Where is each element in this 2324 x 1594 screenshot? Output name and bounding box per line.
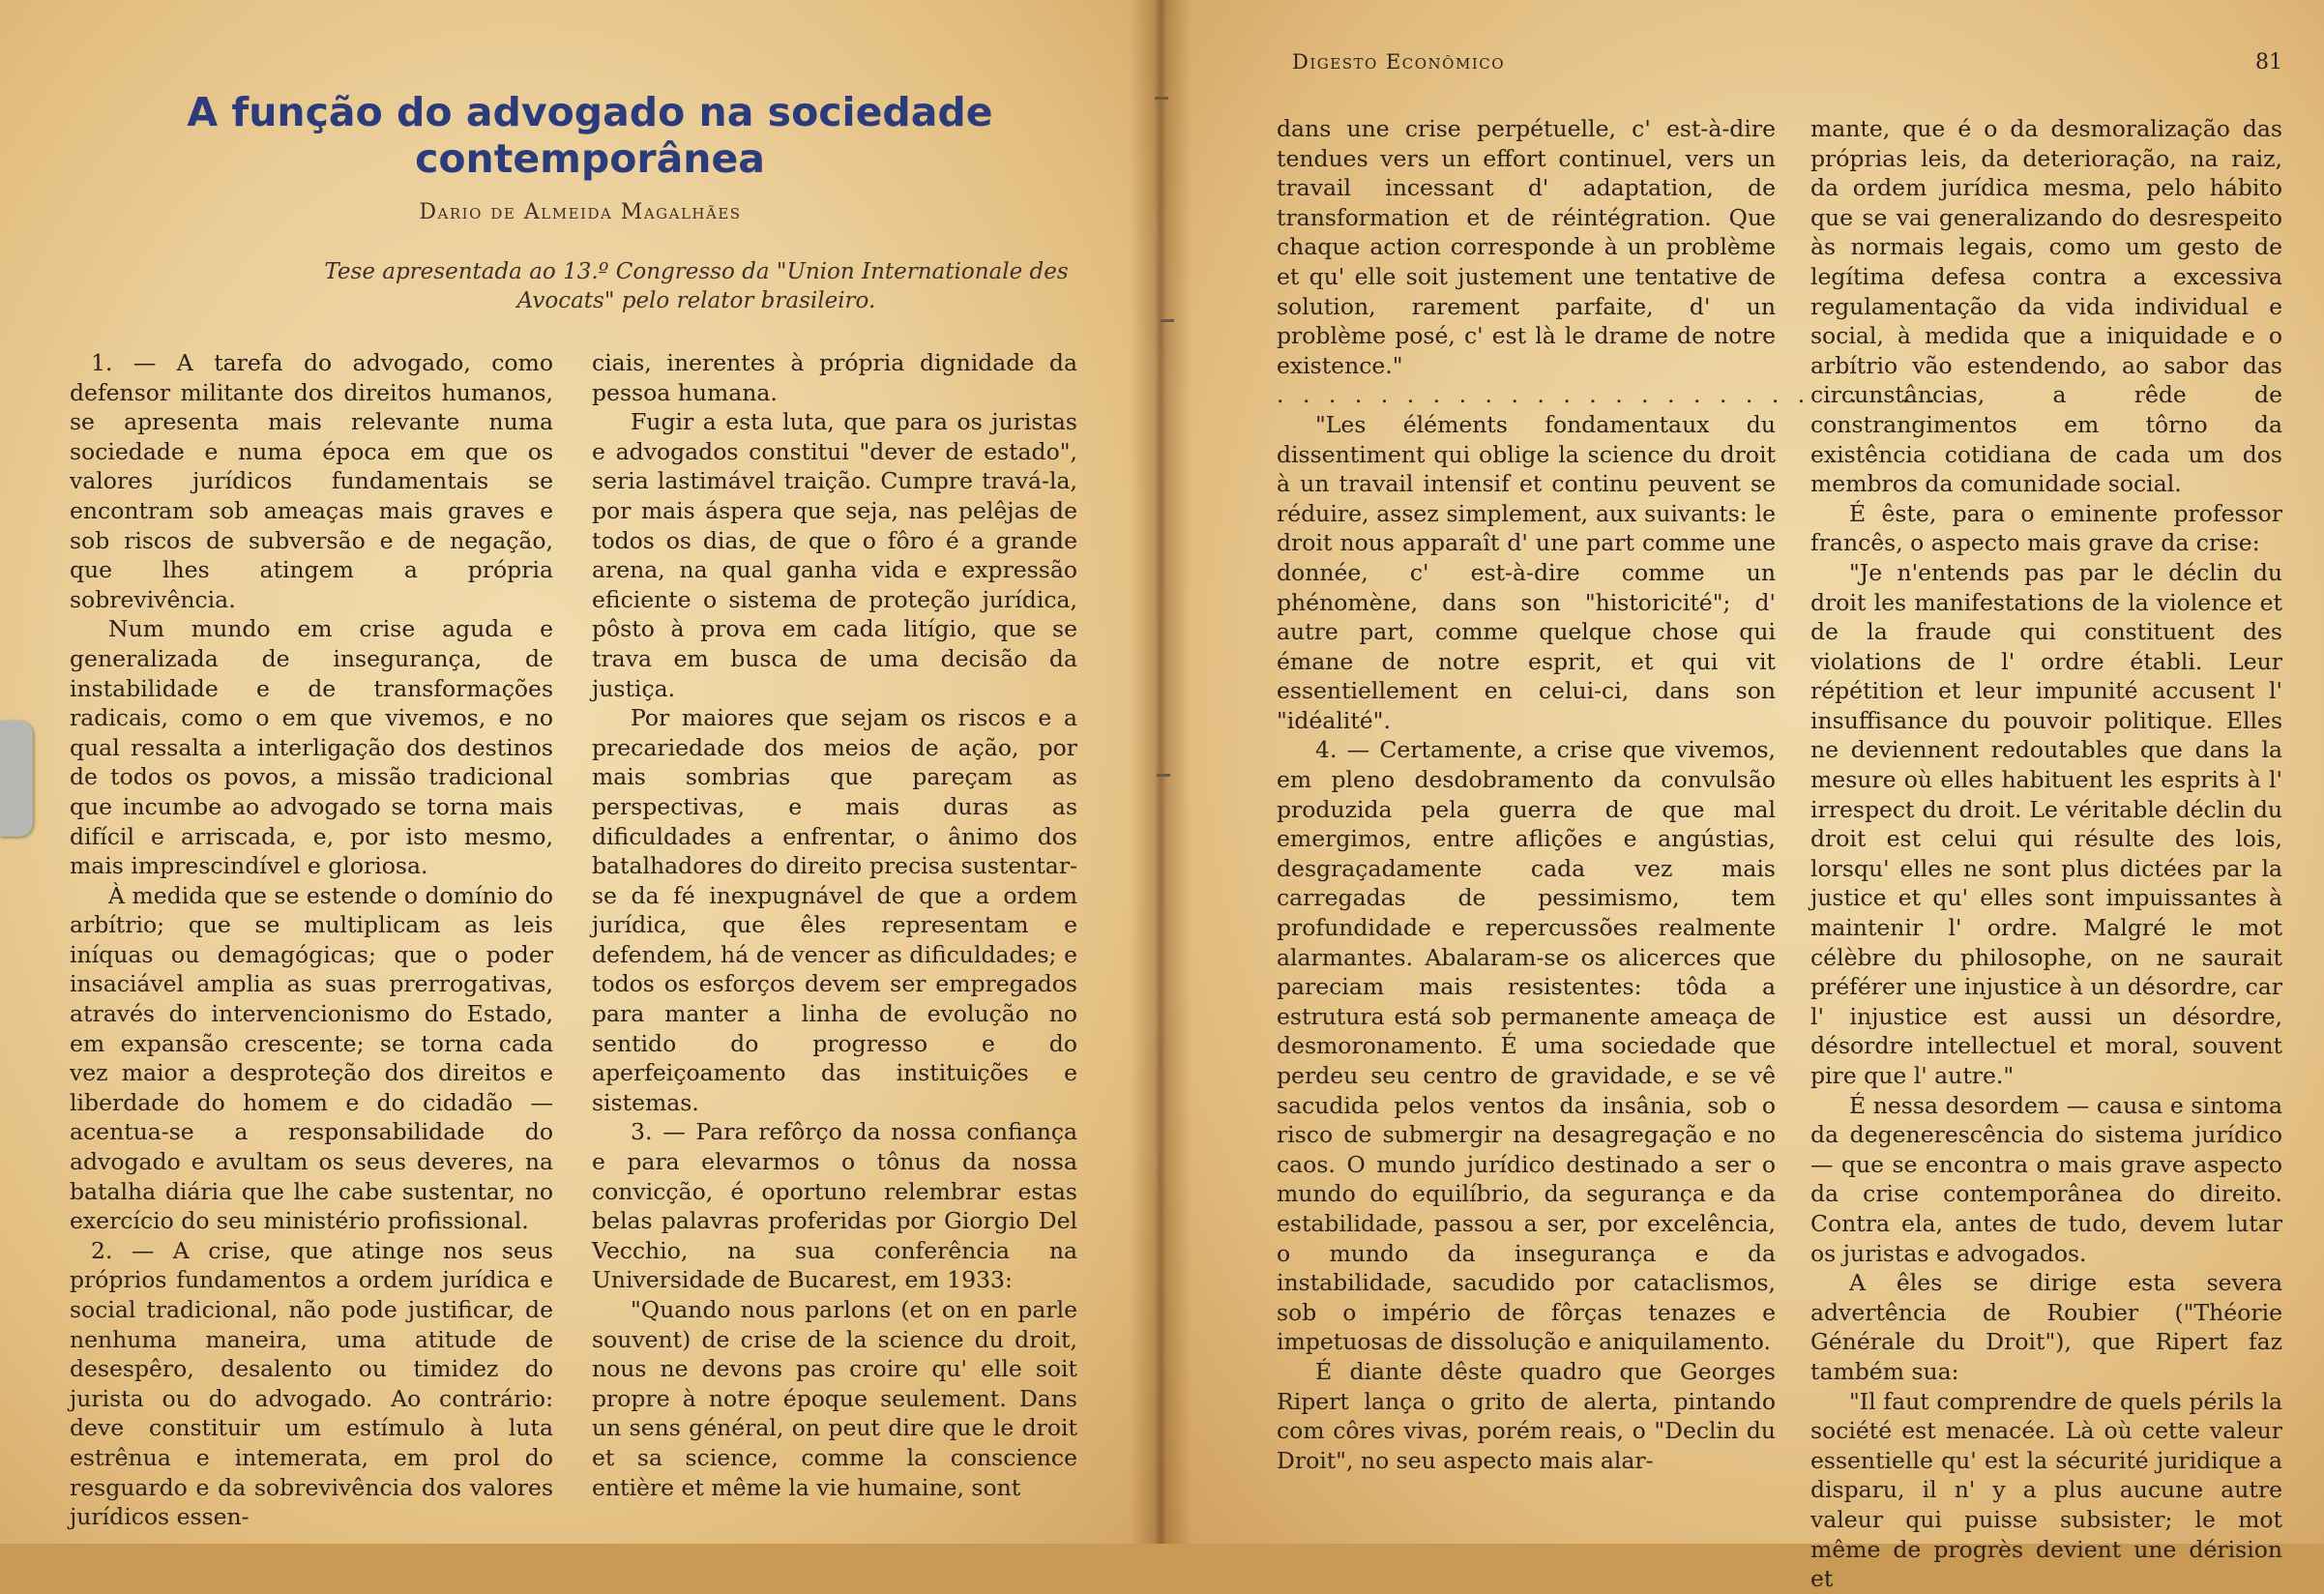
paragraph: É diante dêste quadro que Georges Ripert lança o grito de alerta, pintando com côres vivas, porém reais, o "Declin du Droit", no seu aspecto mais alar-: [1277, 1357, 1776, 1474]
paragraph: "Les éléments fondamentaux du dissentiment qui oblige la science du droit à un travail intensif et continu peuvent se réduire, assez simplement, aux suivants: le droit nous apparaît d' une part comme une donnée, c' est-à-dire comme un phénomène, dans son "historicité"; d' autre part, comme quelque chose qui émane de notre esprit, et qui vit essentiellement en celui-ci, dans son "idéalité".: [1277, 410, 1776, 734]
article-subtitle: Tese apresentada ao 13.º Congresso da "Union Internationale des Avocats" pelo relator brasileiro.: [324, 259, 1069, 313]
staple-mark: [1157, 774, 1170, 777]
paragraph: ciais, inerentes à própria dignidade da pessoa humana.: [592, 349, 1077, 406]
paragraph: "Il faut comprendre de quels périls la société est menacée. Là où cette valeur essentielle qu' est la sécurité juridique a disparu, il n' y a plus aucune autre valeur qui puisse subsister; le mot même de progrès devient une dérision et: [1810, 1387, 2282, 1593]
paragraph: dans une crise perpétuelle, c' est-à-dire tendues vers un effort continuel, vers un travail incessant d' adaptation, de transformation et de réintégration. Que chaque action corresponde à un problème et qu' elle soit justement une tentative de solution, rarement parfaite, d' un problème posé, c' est là le drame de notre existence.": [1277, 115, 1776, 379]
paragraph: "Je n'entends pas par le déclin du droit les manifestations de la violence et de la fraude qui constituent des violations de l' ordre établi. Leur répétition et leur impunité accusent l' insuffisance du pouvoir politique. Elles ne deviennent redoutables que dans la mesure où elles habituent les esprits à l' irrespect du droit. Le véritable déclin du droit est celui qui résulte des lois, lorsqu' elles ne sont plus dictées par la justice et qu' elles sont impuissantes à maintenir l' ordre. Malgré le mot célèbre du philosophe, on ne saurait préférer une injustice à un désordre, car l' injustice est aussi un désordre, désordre intellectuel et moral, souvent pire que l' autre.": [1810, 558, 2282, 1089]
paragraph: mante, que é o da desmoralização das próprias leis, da deterioração, na raiz, da ordem jurídica mesma, pelo hábito que se vai generalizando do desrespeito às normais legais, como um gesto de legítima defesa contra a excessiva regulamentação da vida individual e social, à medida que a iniquidade e o arbítrio vão estendendo, ao sabor das circunstâncias, a rêde de constrangimentos em tôrno da existência cotidiana de cada um dos membros da comunidade social.: [1810, 115, 2282, 498]
book-gutter: [1130, 0, 1191, 1544]
text-column-4: [1810, 114, 2282, 1594]
paragraph: É êste, para o eminente professor francês, o aspecto mais grave da crise:: [1810, 499, 2282, 557]
paragraph: 1. — A tarefa do advogado, como defensor militante dos direitos humanos, se apresenta mais relevante numa sociedade e numa época em que os valores jurídicos fundamentais se encontram sob ameaças mais graves e sob riscos de subversão e de negação, que lhes atingem a própria sobrevivência.: [70, 349, 553, 613]
paragraph: Por maiores que sejam os riscos e a precariedade dos meios de ação, por mais sombrias que pareçam as perspectivas, e mais duras as dificuldades a enfrentar, o ânimo dos batalhadores do direito precisa sustentar-se da fé inexpugnável de que a ordem jurídica, que êles representam e defendem, há de vencer as dificuldades; e todos os esforços devem ser empregados para manter a linha de evolução no sentido do progresso e do aperfeiçoamento das instituições e sistemas.: [592, 704, 1077, 1116]
page-number: 81: [2255, 50, 2282, 74]
staple-mark: [1161, 319, 1174, 322]
left-page: [0, 0, 1161, 1544]
article-title: A função do advogado na sociedade contemporânea: [187, 89, 993, 182]
binder-tab: [0, 721, 33, 837]
article-author: Dario de Almeida Magalhães: [419, 200, 742, 224]
running-head: Digesto Econômico: [1292, 50, 1506, 74]
staple-mark: [1155, 97, 1168, 100]
paragraph: 2. — A crise, que atinge nos seus próprios fundamentos a ordem jurídica e social tradicional, não pode justificar, de nenhuma maneira, uma atitude de desespêro, desalento ou timidez do jurista ou do advogado. Ao contrário: deve constituir um estímulo à luta estrênua e intemerata, em prol do resguardo e da sobrevivência dos valores jurídicos essen-: [70, 1236, 553, 1531]
paragraph: "Quando nous parlons (et on en parle souvent) de crise de la science du droit, nous ne devons pas croire qu' elle soit propre à notre époque seulement. Dans un sens général, on peut dire que le droit et sa science, comme la conscience entière et même la vie humaine, sont: [592, 1296, 1077, 1501]
paragraph: 3. — Para refôrço da nossa confiança e para elevarmos o tônus da nossa convicção, é oportuno relembrar estas belas palavras proferidas por Giorgio Del Vecchio, na sua conferência na Universidade de Bucarest, em 1933:: [592, 1118, 1077, 1294]
paragraph: 4. — Certamente, a crise que vivemos, em pleno desdobramento da convulsão produzida pela guerra de que mal emergimos, entre aflições e angústias, desgraçadamente cada vez mais carregadas de pessimismo, tem profundidade e repercussões realmente alarmantes. Abalaram-se os alicerces que pareciam mais resistentes: tôda a estrutura está sob permanente ameaça de desmoronamento. É uma sociedade que perdeu seu centro de gravidade, e se vê sacudida pelos ventos da insânia, sob o risco de submergir na desagregação e no caos. O mundo jurídico destinado a ser o mundo do equilíbrio, da segurança e da estabilidade, passou a ser, por excelência, o mundo da insegurança e da instabilidade, sacudido por cataclismos, sob o império de fôrças tenazes e impetuosas de dissolução e aniquilamento.: [1277, 736, 1776, 1356]
paragraph: Fugir a esta luta, que para os juristas e advogados constitui "dever de estado", seria lastimável traição. Cumpre travá-la, por mais áspera que seja, nas pelêjas de todos os dias, de que o fôro é a grande arena, na qual ganha vida e expressão eficiente o sistema de proteção jurídica, pôsto à prova em cada litígio, que se trava em busca de uma decisão da justiça.: [592, 408, 1077, 702]
right-page: [1161, 0, 2324, 1593]
text-column-3: [1277, 114, 1941, 1475]
ellipsis-separator: . . . . . . . . . . . . . . . . . . . . . . . . . .: [1277, 381, 1941, 409]
text-column-2: [592, 348, 1077, 1502]
paragraph: A êles se dirige esta severa advertência de Roubier ("Théorie Générale du Droit"), que Ripert faz também sua:: [1810, 1269, 2282, 1385]
paragraph: À medida que se estende o domínio do arbítrio; que se multiplicam as leis iníquas ou demagógicas; que o poder insaciável amplia as suas prerrogativas, através do intervencionismo do Estado, em expansão crescente; se torna cada vez maior a desproteção dos direitos e liberdade do homem e do cidadão — acentua-se a responsabilidade do advogado e avultam os seus deveres, na batalha diária que lhe cabe sustentar, no exercício do seu ministério profissional.: [70, 881, 553, 1235]
paragraph: É nessa desordem — causa e sintoma da degenerescência do sistema jurídico — que se encontra o mais grave aspecto da crise contemporânea do direito. Contra ela, antes de tudo, devem lutar os juristas e advogados.: [1810, 1091, 2282, 1267]
paragraph: Num mundo em crise aguda e generalizada de insegurança, de instabilidade e de transformações radicais, como o em que vivemos, e no qual ressalta a interligação dos destinos de todos os povos, a missão tradicional que incumbe ao advogado se torna mais difícil e arriscada, e, por isto mesmo, mais imprescindível e gloriosa.: [70, 615, 553, 880]
text-column-1: [70, 348, 553, 1532]
